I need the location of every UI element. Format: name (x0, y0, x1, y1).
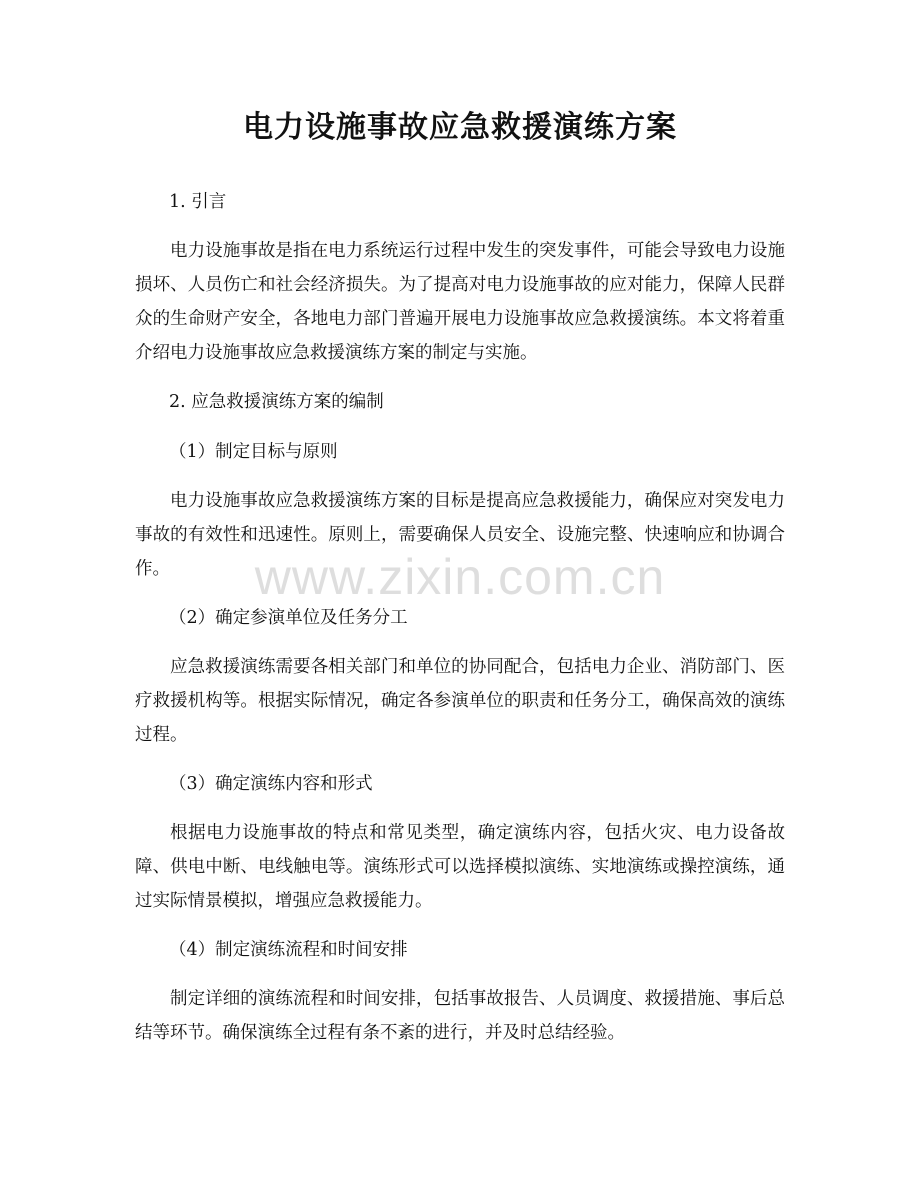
subheading-content-form: （3）确定演练内容和形式 (169, 774, 373, 794)
subheading-process-schedule: （4）制定演练流程和时间安排 (169, 940, 408, 960)
subheading-participants-tasks: （2）确定参演单位及任务分工 (169, 608, 408, 628)
section-heading-introduction: 1. 引言 (169, 192, 227, 212)
paragraph-participants-tasks: 应急救援演练需要各相关部门和单位的协同配合，包括电力企业、消防部门、医疗救援机构等。根据实际情况，确定各参演单位的职责和任务分工，确保高效的演练过程。 (135, 657, 785, 745)
paragraph-process-schedule: 制定详细的演练流程和时间安排，包括事故报告、人员调度、救援措施、事后总结等环节。确保演练全过程有条不紊的进行，并及时总结经验。 (135, 989, 785, 1043)
watermark-text: www.zixin.com.cn (254, 549, 666, 605)
section-heading-plan-compilation: 2. 应急救援演练方案的编制 (169, 392, 384, 412)
paragraph-introduction: 电力设施事故是指在电力系统运行过程中发生的突发事件，可能会导致电力设施损坏、人员伤亡和社会经济损失。为了提高对电力设施事故的应对能力，保障人民群众的生命财产安全，各地电力部门普遍开展电力设施事故应急救援演练。本文将着重介绍电力设施事故应急救援演练方案的制定与实施。 (135, 241, 785, 363)
paragraph-goals-principles: 电力设施事故应急救援演练方案的目标是提高应急救援能力，确保应对突发电力事故的有效性和迅速性。原则上，需要确保人员安全、设施完整、快速响应和协调合作。 (135, 491, 785, 579)
paragraph-content-form: 根据电力设施事故的特点和常见类型，确定演练内容，包括火灾、电力设备故障、供电中断、电线触电等。演练形式可以选择模拟演练、实地演练或操控演练，通过实际情景模拟，增强应急救援能力。 (135, 823, 785, 911)
document-title: 电力设施事故应急救援演练方案 (243, 110, 677, 145)
document-body (135, 184, 785, 1064)
subheading-goals-principles: （1）制定目标与原则 (169, 442, 338, 462)
